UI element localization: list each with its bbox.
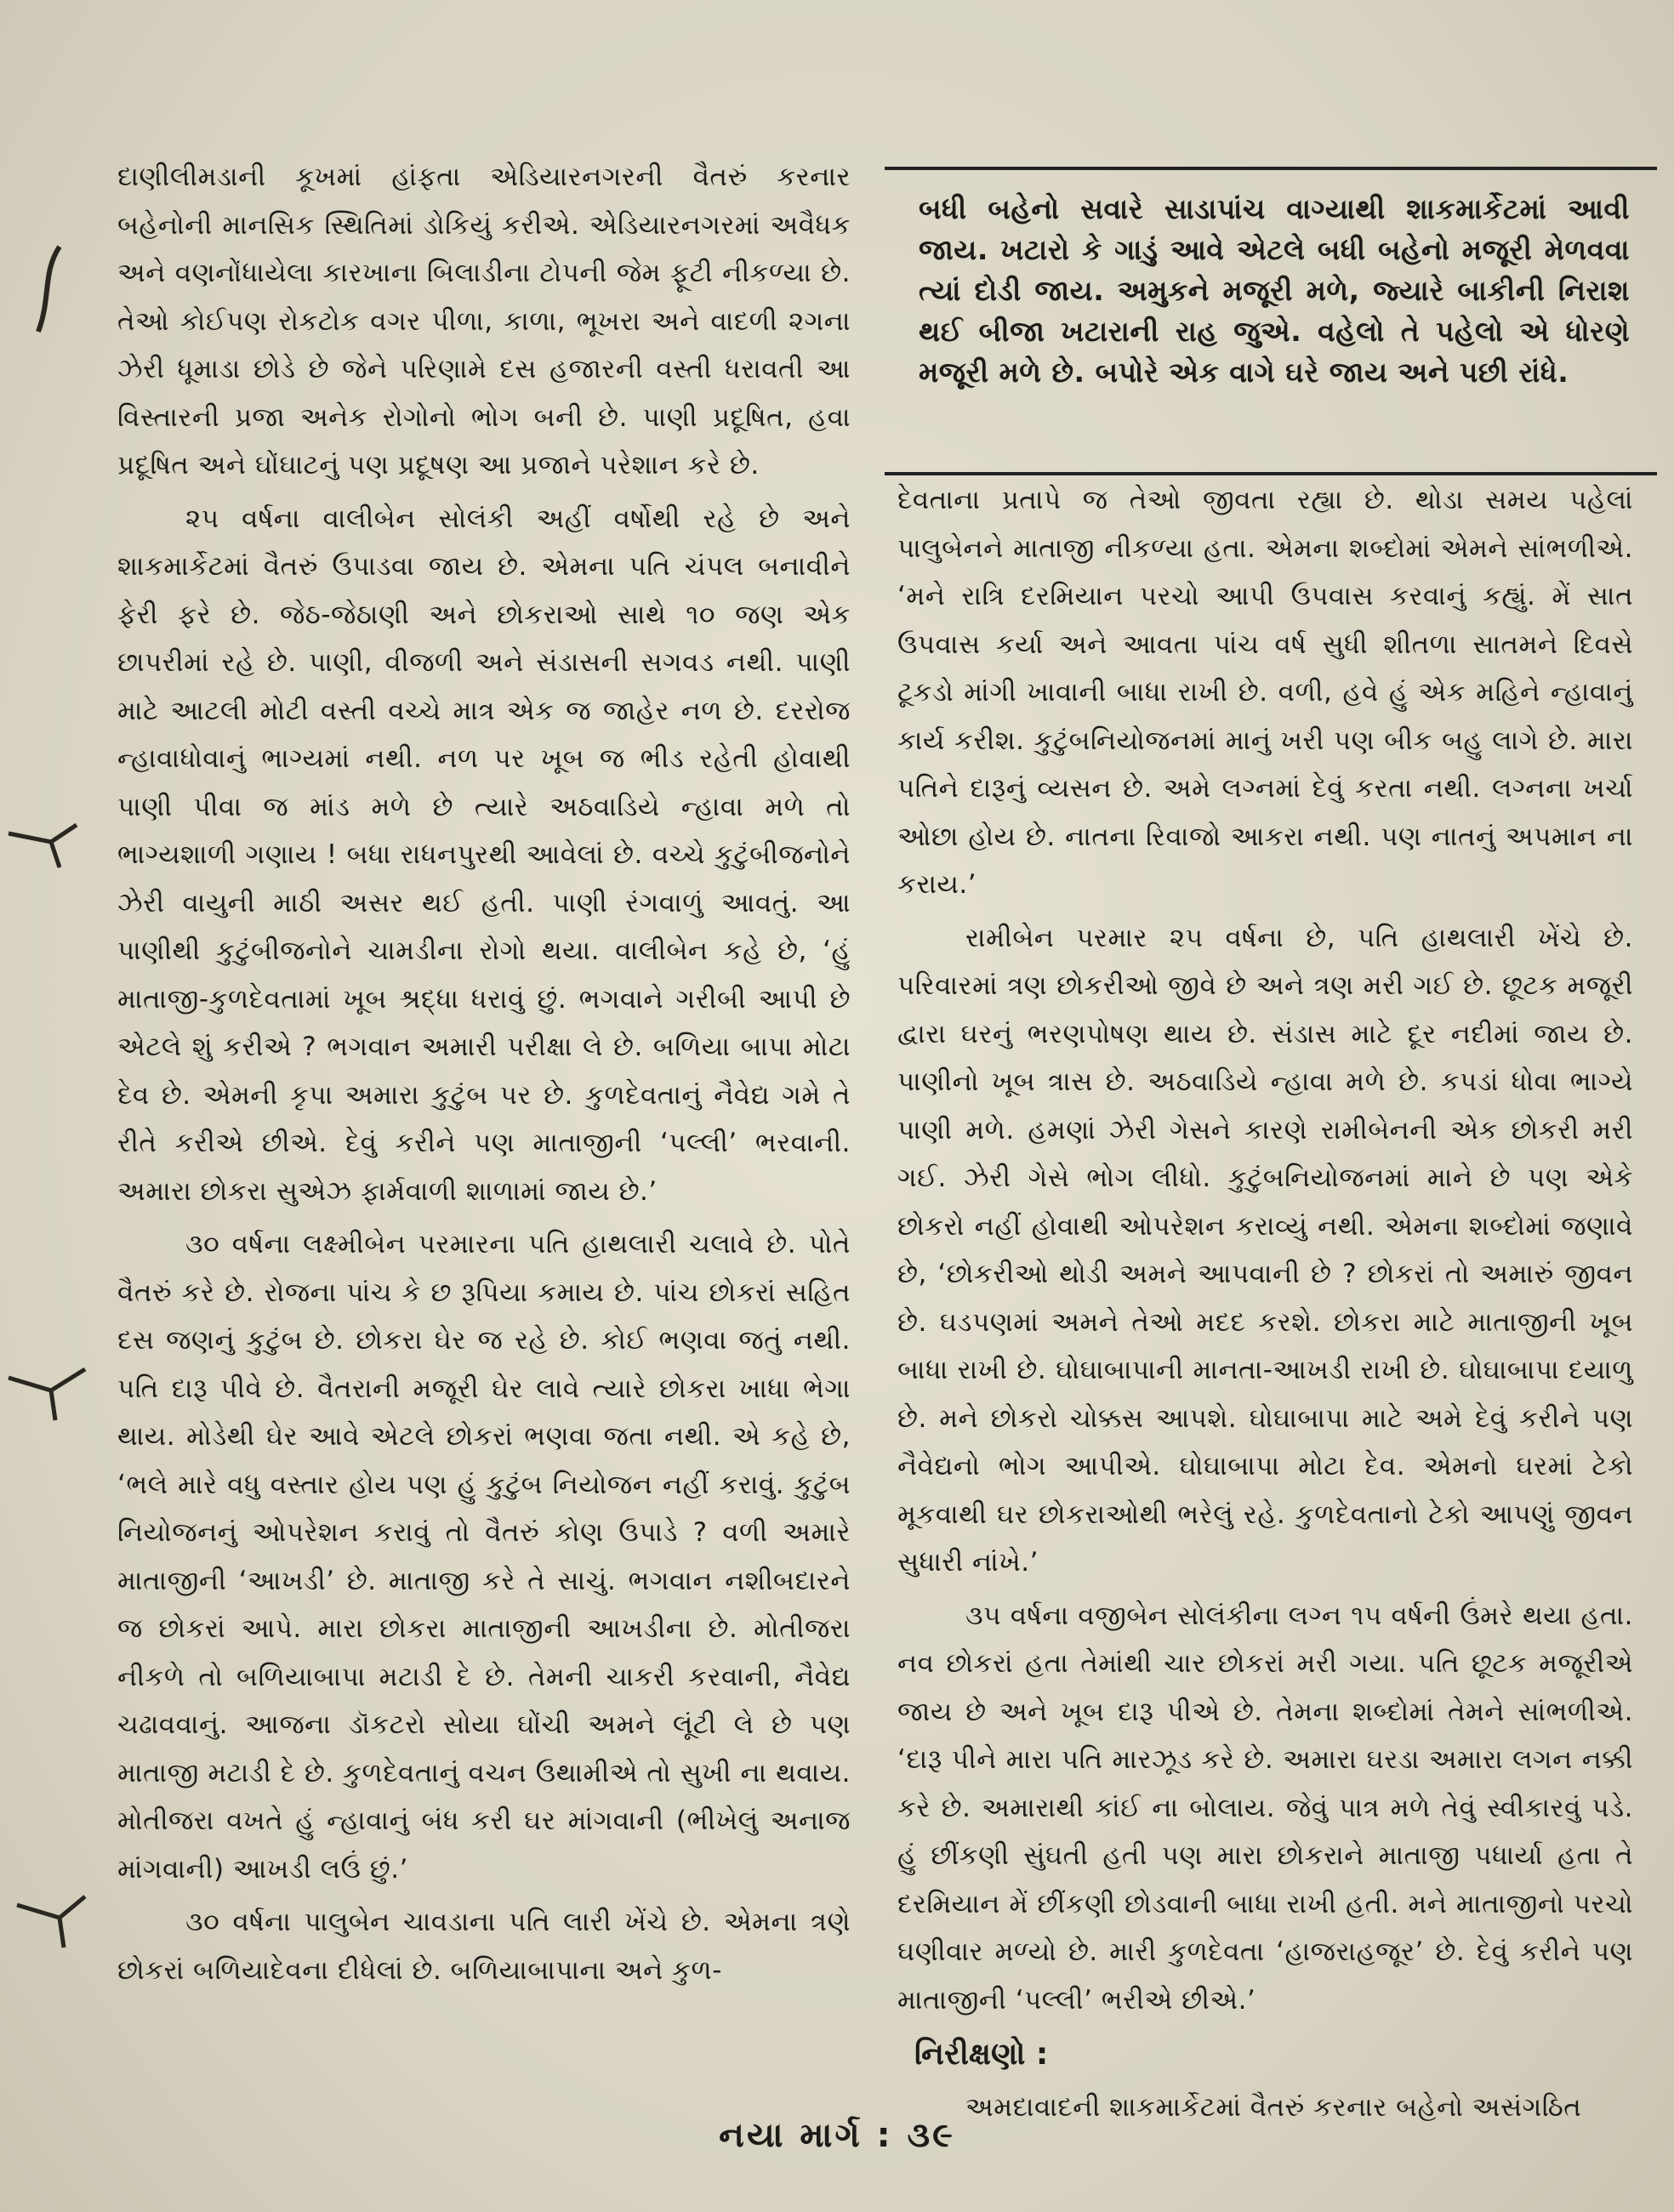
right-last-line: અમદાવાદની શાકમાર્કેટમાં વૈતરું કરનાર બહેનો અસંગઠિત — [965, 2092, 1582, 2123]
highlight-box — [885, 167, 1657, 475]
torn-edge-mark-1 — [0, 238, 102, 340]
left-paragraph-4: ૩૦ વર્ષના પાલુબેન ચાવડાના પતિ લારી ખેંચે છે. એમના ત્રણે છોકરાં બળિયાદેવના દીધેલાં છે. બળિયાબાપાના અને કુળ- — [117, 1907, 851, 1986]
torn-edge-mark-3 — [0, 1344, 102, 1446]
right-paragraph-1: દેવતાના પ્રતાપે જ તેઓ જીવતા રહ્યા છે. થોડા સમય પહેલાં પાલુબેનને માતાજી નીકળ્યા હતા. એમના શબ્દોમાં એમને સાંભળીએ. ‘મને રાત્રિ દરમિયાન પરચો આપી ઉપવાસ કરવાનું કહ્યું. મેં સાત ઉપવાસ કર્યા અને આવતા પાંચ વર્ષ સુધી શીતળા સાતમને દિવસે ટૂકડો માંગી ખાવાની બાધા રાખી છે. વળી, હવે હું એક મહિને ન્હાવાનું કાર્ય કરીશ. કુટુંબનિયોજનમાં માનું ખરી પણ બીક બહુ લાગે છે. મારા પતિને દારૂનું વ્યસન છે. અમે લગ્નમાં દેવું કરતા નથી. લગ્નના ખર્ચા ઓછા હોય છે. નાતના રિવાજો આકરા નથી. પણ નાતનું અપમાન ના કરાય.’ — [897, 485, 1633, 900]
highlight-text: બધી બહેનો સવારે સાડાપાંચ વાગ્યાથી શાકમાર્કેટમાં આવી જાય. ખટારો કે ગાડું આવે એટલે બધી બહેનો મજૂરી મેળવવા ત્યાં દોડી જાય. અમુકને મજૂરી મળે, જ્યારે બાકીની નિરાશ થઈ બીજા ખટારાની રાહ જુએ. વહેલો તે પહેલો એ ધોરણે મજૂરી મળે છે. બપોરે એક વાગે ઘરે જાય અને પછી રાંધે. — [919, 192, 1630, 389]
left-column — [117, 153, 851, 1994]
torn-edge-mark-4 — [0, 1871, 102, 1973]
right-column — [897, 476, 1633, 2132]
torn-edge-mark-2 — [0, 799, 102, 901]
left-paragraph-3: ૩૦ વર્ષના લક્ષ્મીબેન પરમારના પતિ હાથલારી ચલાવે છે. પોતે વૈતરું કરે છે. રોજના પાંચ કે છ રૂપિયા કમાય છે. પાંચ છોકરાં સહિત દસ જણનું કુટુંબ છે. છોકરા ઘેર જ રહે છે. કોઈ ભણવા જતું નથી. પતિ દારૂ પીવે છે. વૈતરાની મજૂરી ઘેર લાવે ત્યારે છોકરા ખાધા ભેગા થાય. મોડેથી ઘેર આવે એટલે છોકરાં ભણવા જતા નથી. એ કહે છે, ‘ભલે મારે વધુ વસ્તાર હોય પણ હું કુટુંબ નિયોજન નહીં કરાવું. કુટુંબ નિયોજનનું ઓપરેશન કરાવું તો વૈતરું કોણ ઉપાડે ? વળી અમારે માતાજીની ‘આખડી’ છે. માતાજી કરે તે સાચું. ભગવાન નશીબદારને જ છોકરાં આપે. મારા છોકરા માતાજીની આખડીના છે. મોતીજરા નીકળે તો બળિયાબાપા મટાડી દે છે. તેમની ચાકરી કરવાની, નૈવેદ્ય ચઢાવવાનું. આજના ડૉકટરો સોયા ઘોંચી અમને લૂંટી લે છે પણ માતાજી મટાડી દે છે. કુળદેવતાનું વચન ઉથામીએ તો સુખી ના થવાય. મોતીજરા વખતે હું ન્હાવાનું બંધ કરી ઘર માંગવાની (ભીખેલું અનાજ માંગવાની) આખડી લઉં છું.’ — [117, 1229, 851, 1885]
left-paragraph-2: ૨૫ વર્ષના વાલીબેન સોલંકી અહીં વર્ષોથી રહે છે અને શાકમાર્કેટમાં વૈતરું ઉપાડવા જાય છે. એમના પતિ ચંપલ બનાવીને ફેરી ફરે છે. જેઠ-જેઠાણી અને છોકરાઓ સાથે ૧૦ જણ એક છાપરીમાં રહે છે. પાણી, વીજળી અને સંડાસની સગવડ નથી. પાણી માટે આટલી મોટી વસ્તી વચ્ચે માત્ર એક જ જાહેર નળ છે. દરરોજ ન્હાવાધોવાનું ભાગ્યમાં નથી. નળ પર ખૂબ જ ભીડ રહેતી હોવાથી પાણી પીવા જ માંડ મળે છે ત્યારે અઠવાડિયે ન્હાવા મળે તો ભાગ્યશાળી ગણાય ! બધા રાધનપુરથી આવેલાં છે. વચ્ચે કુટુંબીજનોને ઝેરી વાયુની માઠી અસર થઈ હતી. પાણી રંગવાળું આવતું. આ પાણીથી કુટુંબીજનોને ચામડીના રોગો થયા. વાલીબેન કહે છે, ‘હું માતાજી-કુળદેવતામાં ખૂબ શ્રદ્ધા ધરાવું છું. ભગવાને ગરીબી આપી છે એટલે શું કરીએ ? ભગવાન અમારી પરીક્ષા લે છે. બળિયા બાપા મોટા દેવ છે. એમની કૃપા અમારા કુટુંબ પર છે. કુળદેવતાનું નૈવેદ્ય ગમે તે રીતે કરીએ છીએ. દેવું કરીને પણ માતાજીની ‘પલ્લી’ ભરવાની. અમારા છોકરા સુએઝ ફાર્મવાળી શાળામાં જાય છે.’ — [117, 503, 851, 1207]
section-heading: નિરીક્ષણો : — [914, 2037, 1049, 2072]
left-paragraph-1: દાણીલીમડાની કૂખમાં હાંફતા એડિયારનગરની વૈતરું કરનાર બહેનોની માનસિક સ્થિતિમાં ડોકિયું કરીએ. એડિયારનગરમાં અવૈધક અને વણનોંધાયેલા કારખાના બિલાડીના ટોપની જેમ ફૂટી નીકળ્યા છે. તેઓ કોઈપણ રોકટોક વગર પીળા, કાળા, ભૂખરા અને વાદળી ૨ગના ઝેરી ધૂમાડા છોડે છે જેને પરિણામે દસ હજારની વસ્તી ધરાવતી આ વિસ્તારની પ્રજા અનેક રોગોનો ભોગ બની છે. પાણી પ્રદૂષિત, હવા પ્રદૂષિત અને ઘોંઘાટનું પણ પ્રદૂષણ આ પ્રજાને પરેશાન કરે છે. — [117, 162, 851, 480]
right-paragraph-2: રામીબેન પરમાર ૨૫ વર્ષના છે, પતિ હાથલારી ખેંચે છે. પરિવારમાં ત્રણ છોકરીઓ જીવે છે અને ત્રણ મરી ગઈ છે. છૂટક મજૂરી દ્વારા ઘરનું ભરણપોષણ થાય છે. સંડાસ માટે દૂર નદીમાં જાય છે. પાણીનો ખૂબ ત્રાસ છે. અઠવાડિયે ન્હાવા મળે છે. કપડાં ધોવા ભાગ્યે પાણી મળે. હમણાં ઝેરી ગેસને કારણે રામીબેનની એક છોકરી મરી ગઈ. ઝેરી ગેસે ભોગ લીધો. કુટુંબનિયોજનમાં માને છે પણ એકે છોકરો નહીં હોવાથી ઓપરેશન કરાવ્યું નથી. એમના શબ્દોમાં જણાવે છે, ‘છોકરીઓ થોડી અમને આપવાની છે ? છોકરાં તો અમારું જીવન છે. ઘડપણમાં અમને તેઓ મદદ કરશે. છોકરા માટે માતાજીની ખૂબ બાધા રાખી છે. ઘોઘાબાપાની માનતા-આખડી રાખી છે. ઘોઘાબાપા દયાળુ છે. મને છોકરો ચોક્કસ આપશે. ઘોઘાબાપા માટે અમે દેવું કરીને પણ નૈવેદ્યનો ભોગ આપીએ. ઘોઘાબાપા મોટા દેવ. એમનો ઘરમાં ટેકો મૂકવાથી ઘર છોકરાઓથી ભરેલું રહે. કુળદેવતાનો ટેકો આપણું જીવન સુધારી નાંખે.’ — [897, 922, 1633, 1578]
right-paragraph-3: ૩૫ વર્ષના વજીબેન સોલંકીના લગ્ન ૧૫ વર્ષની ઉંમરે થયા હતા. નવ છોકરાં હતા તેમાંથી ચાર છોકરાં મરી ગયા. પતિ છૂટક મજૂરીએ જાય છે અને ખૂબ દારૂ પીએ છે. તેમના શબ્દોમાં તેમને સાંભળીએ. ‘દારૂ પીને મારા પતિ મારઝૂડ કરે છે. અમારા ઘરડા અમારા લગન નક્કી કરે છે. અમારાથી કાંઈ ના બોલાય. જેવું પાત્ર મળે તેવું સ્વીકારવું પડે. હું છીંકણી સુંઘતી હતી પણ મારા છોકરાને માતાજી પધાર્યા હતા તે દરમિયાન મેં છીંકણી છોડવાની બાધા રાખી હતી. મને માતાજીનો પરચો ઘણીવાર મળ્યો છે. મારી કુળદેવતા ‘હાજરાહજૂર’ છે. દેવું કરીને પણ માતાજીની ‘પલ્લી’ ભરીએ છીએ.’ — [897, 1600, 1633, 2016]
page-footer: નયા માર્ગ : ૩૯ — [719, 2116, 955, 2155]
